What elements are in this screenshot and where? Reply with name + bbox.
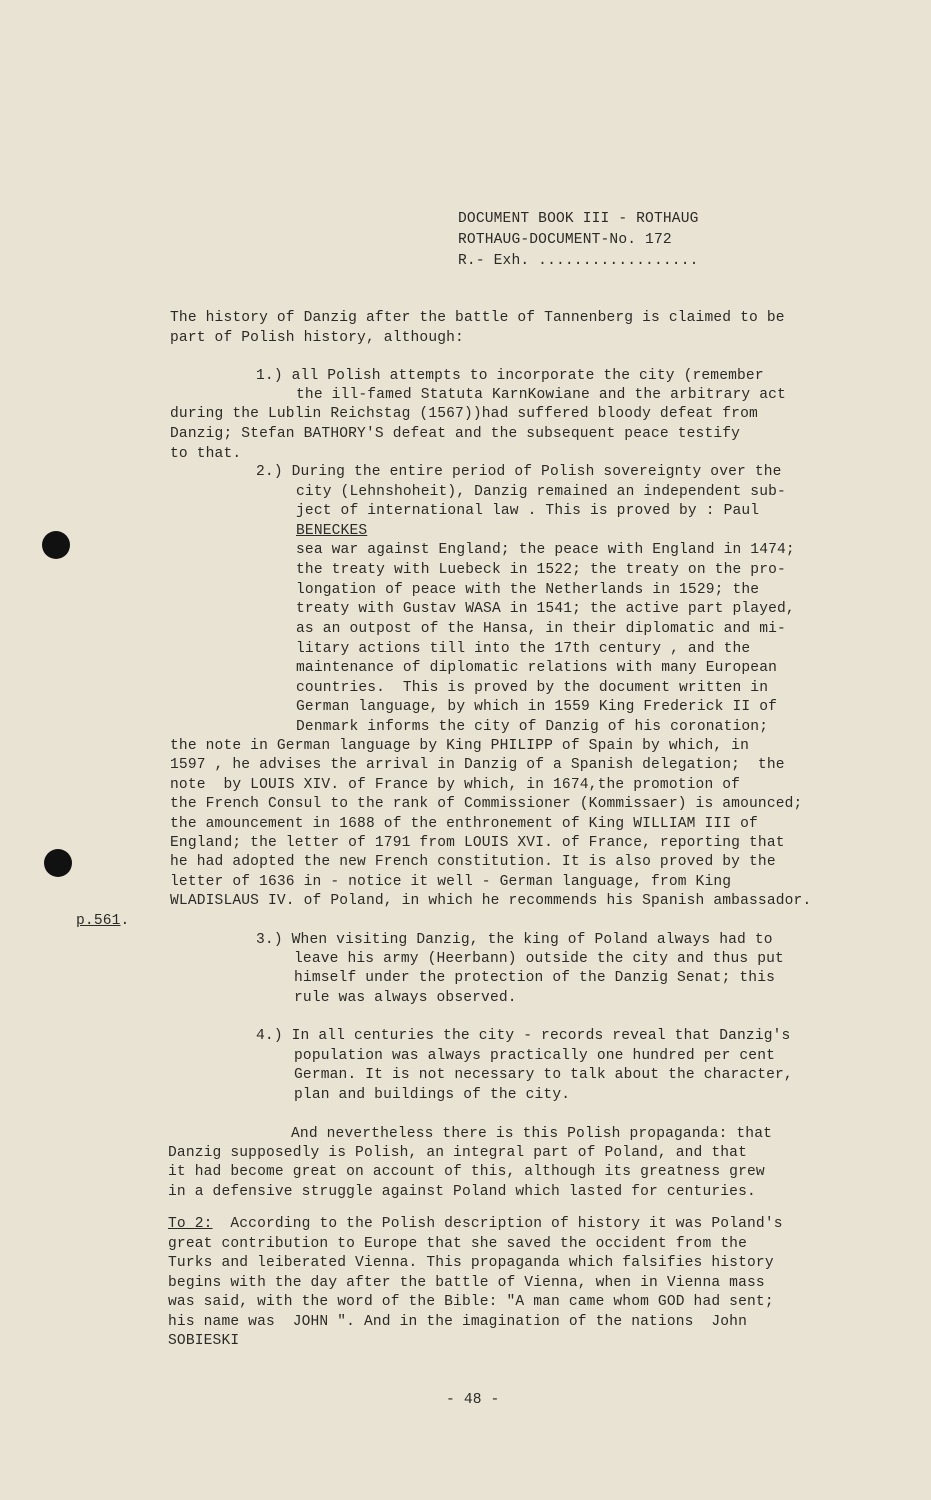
text-line: as an outpost of the Hansa, in their diplomatic and mi- <box>296 621 786 637</box>
text-line: rule was always observed. <box>294 990 517 1006</box>
text-line: WLADISLAUS IV. of Poland, in which he recommends his Spanish ambassador. <box>170 893 812 909</box>
text-line: treaty with Gustav WASA in 1541; the active part played, <box>296 601 795 617</box>
text-line: the ill-famed Statuta KarnKowiane and the arbitrary act <box>296 387 786 403</box>
punch-hole-icon <box>44 849 72 877</box>
text-line: it had become great on account of this, although its greatness grew <box>168 1164 765 1180</box>
text-line: BENECKES <box>296 523 368 539</box>
text-line: begins with the day after the battle of Vienna, when in Vienna mass <box>168 1275 765 1291</box>
text-line: himself under the protection of the Danzig Senat; this <box>294 970 776 986</box>
text-line: was said, with the word of the Bible: "A man came whom GOD had sent; <box>168 1294 774 1310</box>
text-line: he had adopted the new French constitution. It is also proved by the <box>170 854 776 870</box>
text-line: SOBIESKI <box>168 1333 240 1349</box>
text-line: great contribution to Europe that she saved the occident from the <box>168 1236 747 1252</box>
text-line: Danzig; Stefan BATHORY'S defeat and the subsequent peace testify <box>170 426 741 442</box>
text-line: longation of peace with the Netherlands in 1529; the <box>296 582 760 598</box>
text-line: 2.) During the entire period of Polish sovereignty over the <box>256 464 782 480</box>
header-line: R.- Exh. .................. <box>458 253 699 269</box>
text-line: countries. This is proved by the document written in <box>296 680 769 696</box>
text-line: 1.) all Polish attempts to incorporate the city (remember <box>256 368 764 384</box>
text-line: And nevertheless there is this Polish propaganda: that <box>291 1126 773 1142</box>
header-line: DOCUMENT BOOK III - ROTHAUG <box>458 211 699 227</box>
text-line: Turks and leiberated Vienna. This propaganda which falsifies history <box>168 1255 774 1271</box>
header-line: ROTHAUG-DOCUMENT-No. 172 <box>458 232 672 248</box>
text-line: German. It is not necessary to talk about the character, <box>294 1067 793 1083</box>
text-line: during the Lublin Reichstag (1567))had suffered bloody defeat from <box>170 406 758 422</box>
text-line: in a defensive struggle against Poland which lasted for centuries. <box>168 1184 756 1200</box>
text-line: To 2: According to the Polish description of history it was Poland's <box>168 1216 783 1232</box>
text-line: sea war against England; the peace with England in 1474; <box>296 542 795 558</box>
text-line: the amouncement in 1688 of the enthronement of King WILLIAM III of <box>170 816 758 832</box>
text-line: letter of 1636 in - notice it well - German language, from King <box>170 874 732 890</box>
text-line: German language, by which in 1559 King Frederick II of <box>296 699 778 715</box>
text-line: England; the letter of 1791 from LOUIS XVI. of France, reporting that <box>170 835 785 851</box>
text-line: Denmark informs the city of Danzig of his coronation; <box>296 719 769 735</box>
text-line: the French Consul to the rank of Commissioner (Kommissaer) is amounced; <box>170 796 803 812</box>
punch-hole-icon <box>42 531 70 559</box>
text-line: note by LOUIS XIV. of France by which, in 1674,the promotion of <box>170 777 741 793</box>
text-line: city (Lehnshoheit), Danzig remained an independent sub- <box>296 484 786 500</box>
text-line: The history of Danzig after the battle of Tannenberg is claimed to be <box>170 310 785 326</box>
margin-note: p.561. <box>76 913 130 929</box>
text-line: the note in German language by King PHILIPP of Spain by which, in <box>170 738 749 754</box>
text-line: to that. <box>170 446 242 462</box>
text-line: maintenance of diplomatic relations with many European <box>296 660 778 676</box>
text-line: Danzig supposedly is Polish, an integral part of Poland, and that <box>168 1145 747 1161</box>
text-line: 1597 , he advises the arrival in Danzig of a Spanish delegation; the <box>170 757 785 773</box>
text-line: leave his army (Heerbann) outside the city and thus put <box>294 951 784 967</box>
text-line: 4.) In all centuries the city - records reveal that Danzig's <box>256 1028 791 1044</box>
text-line: 3.) When visiting Danzig, the king of Poland always had to <box>256 932 773 948</box>
page-number: - 48 - <box>446 1392 500 1408</box>
text-line: ject of international law . This is proved by : Paul <box>296 503 760 519</box>
text-line: part of Polish history, although: <box>170 330 464 346</box>
text-line: the treaty with Luebeck in 1522; the treaty on the pro- <box>296 562 786 578</box>
text-line: his name was JOHN ". And in the imagination of the nations John <box>168 1314 747 1330</box>
section-label: To 2: <box>168 1216 213 1232</box>
text-line: litary actions till into the 17th century , and the <box>296 641 751 657</box>
text-line: population was always practically one hundred per cent <box>294 1048 776 1064</box>
text-line: plan and buildings of the city. <box>294 1087 571 1103</box>
